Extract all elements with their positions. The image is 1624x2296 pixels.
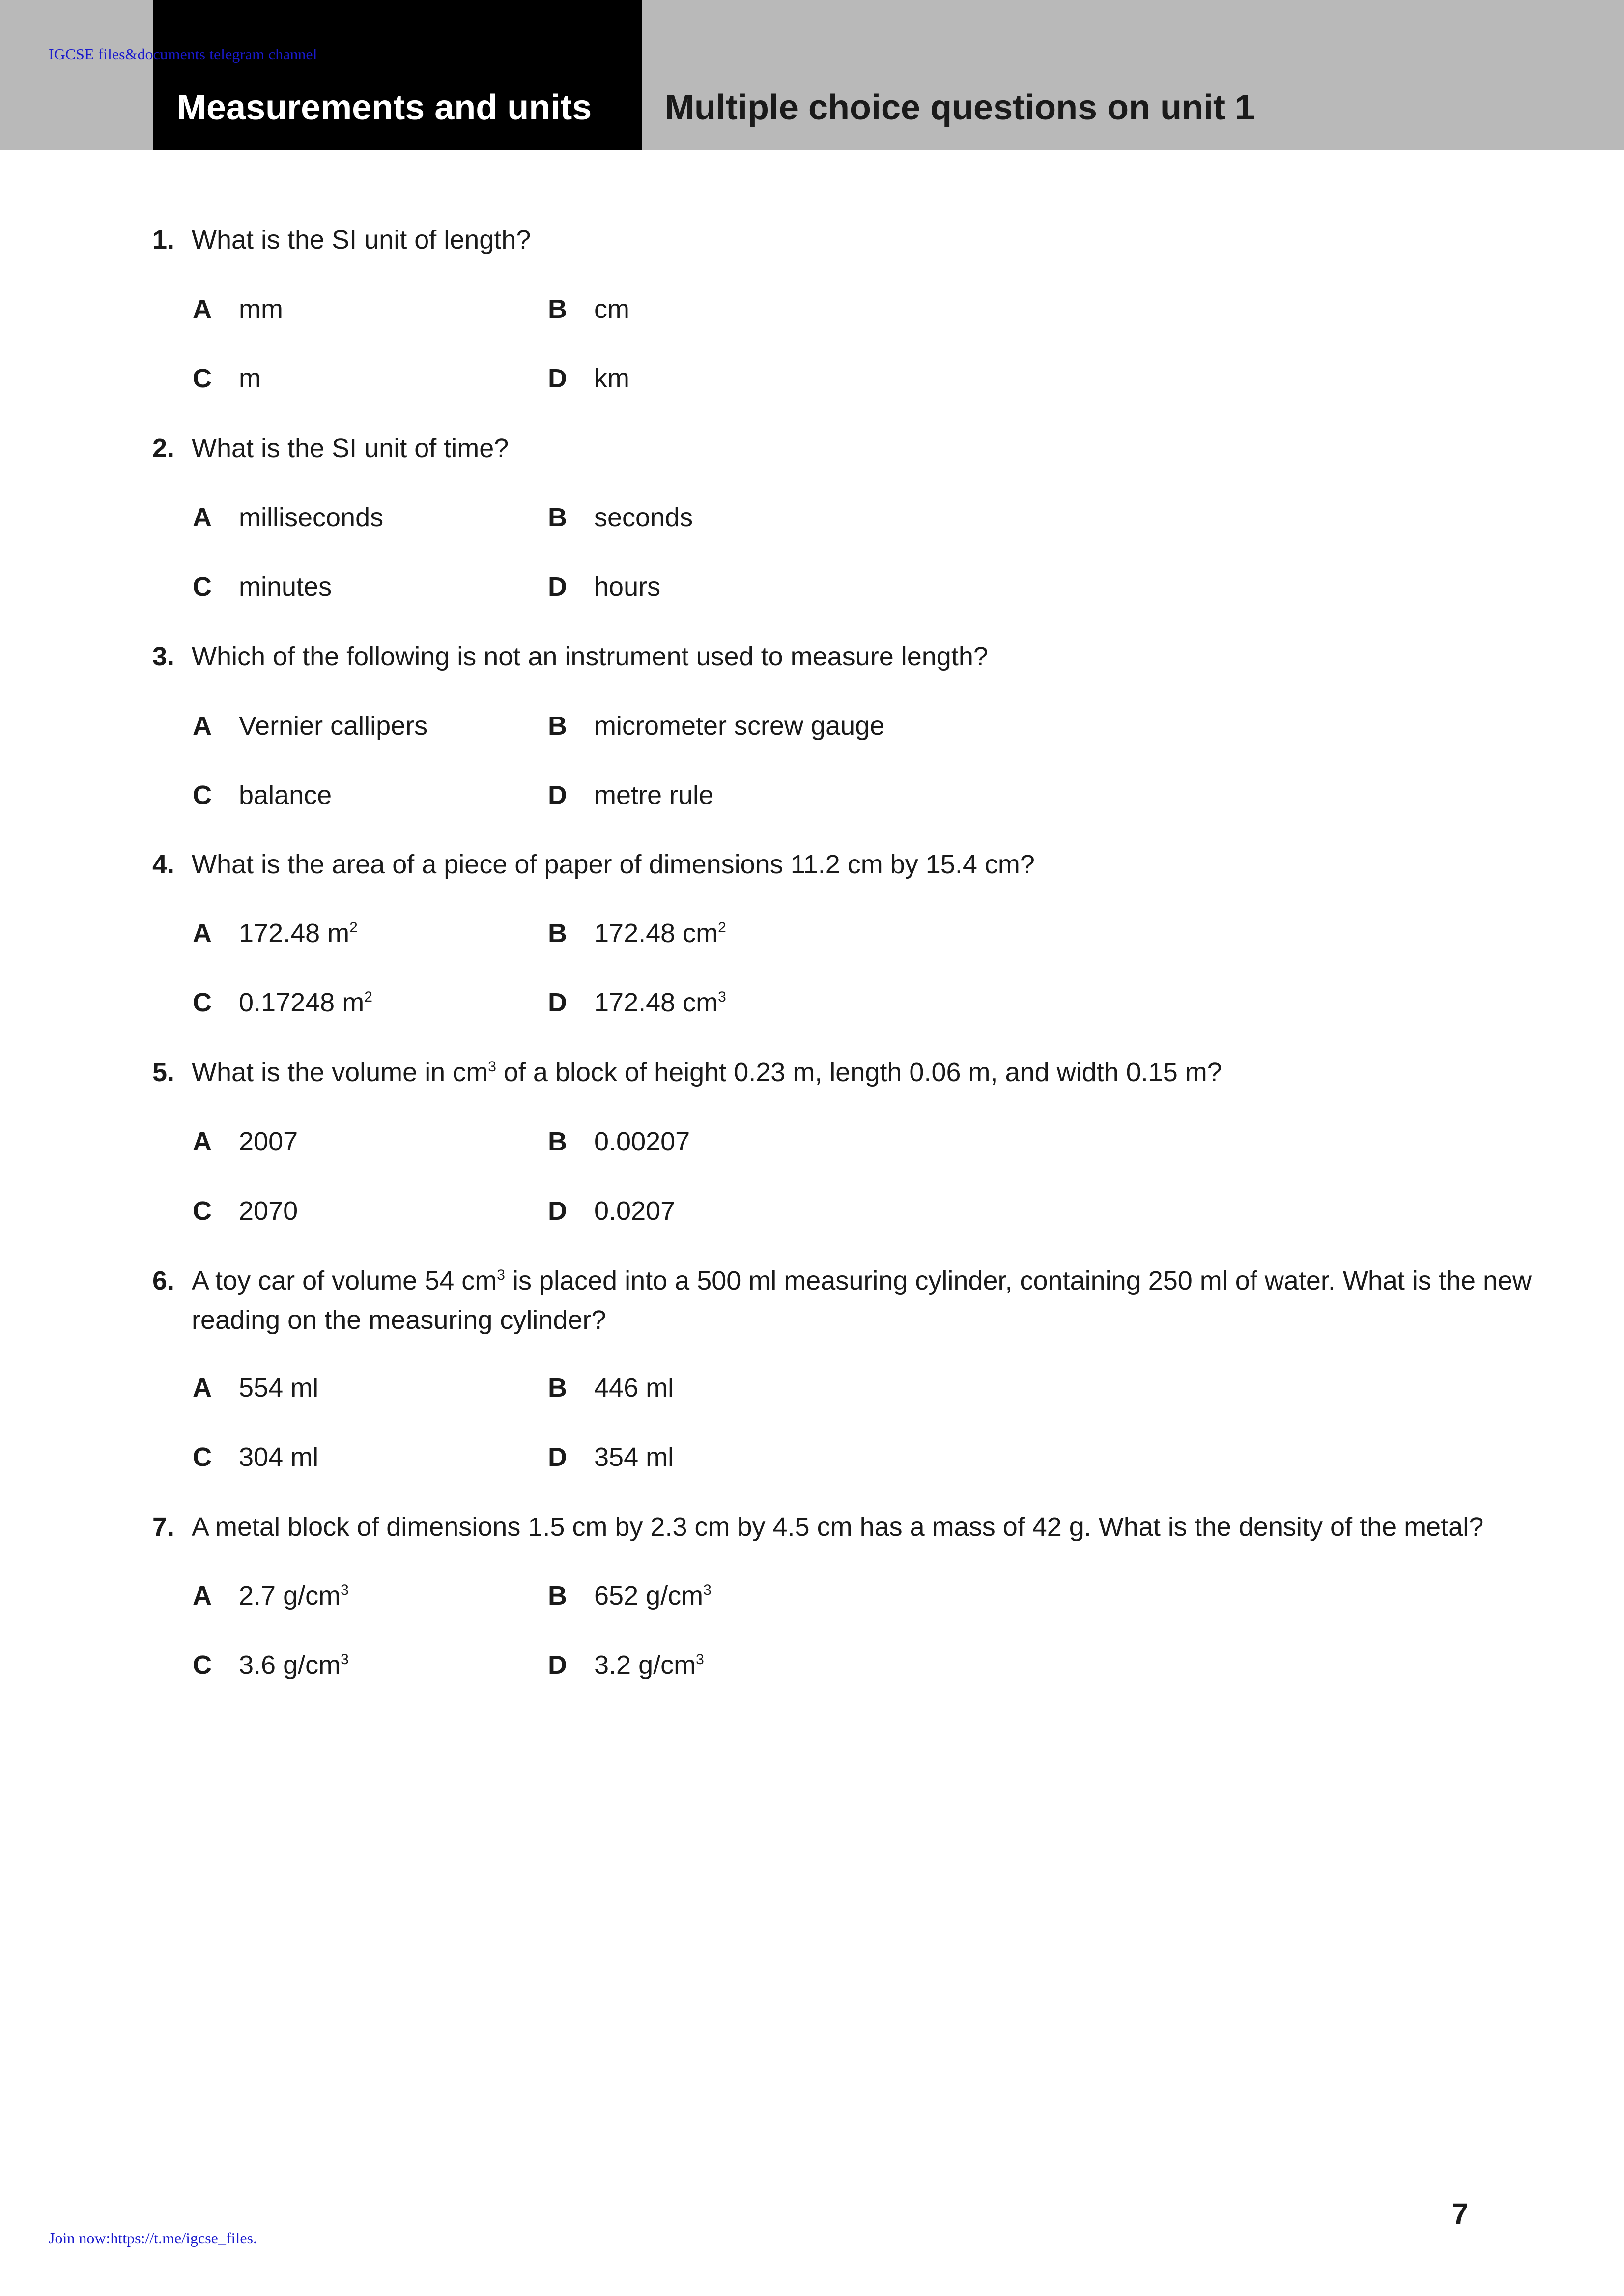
option-letter: C: [193, 572, 212, 602]
question-number: 3.: [152, 642, 175, 671]
unit-exponent: 3: [497, 1267, 505, 1283]
option-letter: B: [548, 1581, 567, 1610]
option-text: micrometer screw gauge: [594, 711, 885, 741]
option-letter: A: [193, 1581, 212, 1610]
option-letter: B: [548, 503, 567, 532]
option-value: 2.7 g/cm: [239, 1581, 341, 1610]
option-value: 172.48 cm: [594, 918, 718, 948]
option-text: hours: [594, 572, 661, 602]
option-text: [239, 985, 372, 1020]
option-letter: D: [548, 780, 567, 810]
option-value: 172.48 cm: [594, 988, 718, 1017]
option-letter: A: [193, 918, 212, 948]
question-number: 1.: [152, 225, 175, 255]
join-link[interactable]: Join now:https://t.me/igcse_files.: [49, 2229, 257, 2247]
option-text: 304 ml: [239, 1442, 319, 1472]
option-text: milliseconds: [239, 503, 384, 532]
question-text: [192, 1053, 1222, 1092]
option-text: balance: [239, 780, 332, 810]
question-text-line-1: [192, 1261, 1532, 1300]
unit-exponent: 3: [488, 1059, 496, 1075]
option-letter: C: [193, 1650, 212, 1680]
channel-note: IGCSE files&documents telegram channel: [49, 45, 317, 63]
option-letter: B: [548, 1373, 567, 1403]
option-text: Vernier callipers: [239, 711, 428, 741]
option-letter: B: [548, 1127, 567, 1156]
option-text: 354 ml: [594, 1442, 674, 1472]
question-text-start: A toy car of volume 54 cm: [192, 1266, 497, 1295]
page-number: 7: [1452, 2197, 1469, 2230]
option-text: [239, 1648, 349, 1682]
option-letter: A: [193, 294, 212, 324]
option-letter: B: [548, 294, 567, 324]
option-letter: C: [193, 1196, 212, 1226]
option-letter: A: [193, 503, 212, 532]
question-text-end: of a block of height 0.23 m, length 0.06 m, and width 0.15 m?: [496, 1058, 1222, 1087]
option-text: mm: [239, 294, 283, 324]
question-text-line-2: reading on the measuring cylinder?: [192, 1305, 606, 1335]
question-number: 6.: [152, 1266, 175, 1295]
option-text: 446 ml: [594, 1373, 674, 1403]
option-letter: D: [548, 1442, 567, 1472]
option-letter: D: [548, 1196, 567, 1226]
option-letter: B: [548, 918, 567, 948]
option-text: 554 ml: [239, 1373, 319, 1403]
option-text: [594, 916, 726, 950]
option-letter: D: [548, 988, 567, 1017]
option-text: cm: [594, 294, 629, 324]
question-number: 7.: [152, 1512, 175, 1542]
question-number: 2.: [152, 433, 175, 463]
unit-title: Multiple choice questions on unit 1: [665, 88, 1255, 127]
option-text: 2070: [239, 1196, 298, 1226]
option-text: metre rule: [594, 780, 714, 810]
section-title-band: [153, 0, 642, 150]
option-text: [594, 1578, 712, 1613]
unit-exponent: 3: [341, 1582, 349, 1598]
unit-exponent: 3: [718, 989, 726, 1005]
option-letter: D: [548, 572, 567, 602]
option-letter: D: [548, 364, 567, 393]
section-title: Measurements and units: [177, 88, 592, 127]
question-text-start: What is the volume in cm: [192, 1058, 488, 1087]
option-letter: A: [193, 711, 212, 741]
option-text: km: [594, 364, 629, 393]
option-letter: C: [193, 988, 212, 1017]
option-text: seconds: [594, 503, 693, 532]
unit-exponent: 2: [349, 919, 358, 936]
option-value: 0.17248 m: [239, 988, 365, 1017]
unit-exponent: 3: [696, 1651, 704, 1667]
question-number: 5.: [152, 1058, 175, 1087]
option-value: 3.6 g/cm: [239, 1650, 341, 1680]
option-text: 0.00207: [594, 1127, 690, 1156]
question-text: What is the SI unit of time?: [192, 433, 509, 463]
question-text: A metal block of dimensions 1.5 cm by 2.3 cm by 4.5 cm has a mass of 42 g. What is the density of the metal?: [192, 1512, 1484, 1542]
option-letter: D: [548, 1650, 567, 1680]
question-text: Which of the following is not an instrument used to measure length?: [192, 642, 988, 671]
unit-exponent: 3: [341, 1651, 349, 1667]
unit-exponent: 3: [703, 1582, 712, 1598]
option-text: [594, 1648, 704, 1682]
unit-exponent: 2: [718, 919, 726, 936]
question-text: [192, 1261, 1532, 1340]
question-number: 4.: [152, 850, 175, 879]
unit-exponent: 2: [364, 989, 372, 1005]
question-text: What is the SI unit of length?: [192, 225, 531, 255]
option-letter: C: [193, 364, 212, 393]
option-text: [594, 985, 726, 1020]
option-value: 652 g/cm: [594, 1581, 704, 1610]
option-letter: C: [193, 780, 212, 810]
option-text: 2007: [239, 1127, 298, 1156]
option-text: [239, 1578, 349, 1613]
option-letter: B: [548, 711, 567, 741]
option-value: 3.2 g/cm: [594, 1650, 696, 1680]
option-text: minutes: [239, 572, 332, 602]
question-text: What is the area of a piece of paper of dimensions 11.2 cm by 15.4 cm?: [192, 850, 1035, 879]
option-letter: A: [193, 1127, 212, 1156]
option-text: 0.0207: [594, 1196, 676, 1226]
question-text-end: is placed into a 500 ml measuring cylinder, containing 250 ml of water. What is the new: [505, 1266, 1532, 1295]
option-letter: C: [193, 1442, 212, 1472]
option-text: m: [239, 364, 261, 393]
option-text: [239, 916, 358, 950]
option-letter: A: [193, 1373, 212, 1403]
option-value: 172.48 m: [239, 918, 350, 948]
